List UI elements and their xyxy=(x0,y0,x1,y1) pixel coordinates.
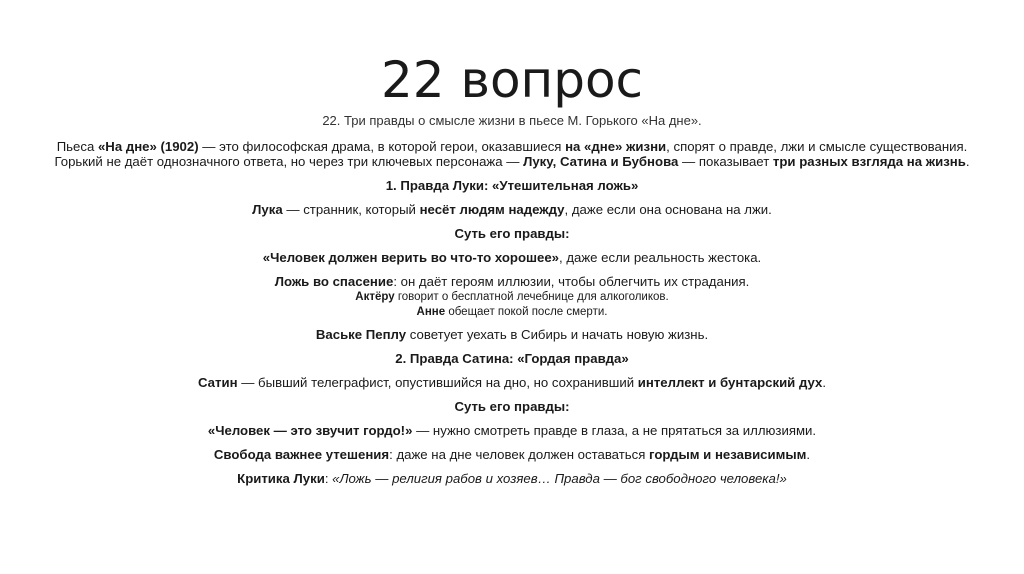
slide-title: 22 вопрос xyxy=(380,51,644,109)
intro-paragraph xyxy=(7,139,1017,169)
luka-essence-heading: Суть его правды: xyxy=(454,226,570,241)
intro-line-1: Пьеса «На дне» (1902) — это философская драма, в которой герои, оказавшиеся на «дне» жизни, спорят о правде, лжи и смысле существования. xyxy=(56,139,968,154)
intro-line-2: Горький не даёт однозначного ответа, но через три ключевых персонажа — Луку, Сатина и Бубнова — показывает три разных взгляда на жизнь. xyxy=(54,154,970,169)
luka-lie: Ложь во спасение: он даёт героям иллюзии, чтобы облегчить их страдания. xyxy=(274,274,750,289)
slide-body xyxy=(0,139,1024,486)
satin-critique: Критика Луки: «Ложь — религия рабов и хозяев… Правда — бог свободного человека!» xyxy=(237,471,787,486)
luka-heading: 1. Правда Луки: «Утешительная ложь» xyxy=(385,178,639,193)
satin-essence-heading: Суть его правды: xyxy=(454,399,570,414)
luka-actor: Актёру говорит о бесплатной лечебнице для алкоголиков. xyxy=(355,291,669,303)
satin-man: «Человек — это звучит гордо!» — нужно смотреть правде в глаза, а не прятаться за иллюзиями. xyxy=(207,423,817,438)
luka-vaska: Ваське Пеплу советует уехать в Сибирь и начать новую жизнь. xyxy=(315,327,709,342)
luka-description: Лука — странник, который несёт людям надежду, даже если она основана на лжи. xyxy=(252,202,772,217)
satin-description: Сатин — бывший телеграфист, опустившийся на дно, но сохранивший интеллект и бунтарский дух. xyxy=(197,375,826,390)
satin-freedom: Свобода важнее утешения: даже на дне человек должен оставаться гордым и независимым. xyxy=(213,447,811,462)
luka-belief: «Человек должен верить во что-то хорошее», даже если реальность жестока. xyxy=(262,250,762,265)
luka-anna: Анне обещает покой после смерти. xyxy=(416,306,608,318)
satin-heading: 2. Правда Сатина: «Гордая правда» xyxy=(395,351,629,366)
slide-subtitle: 22. Три правды о смысле жизни в пьесе М. Горького «На дне». xyxy=(322,113,702,128)
